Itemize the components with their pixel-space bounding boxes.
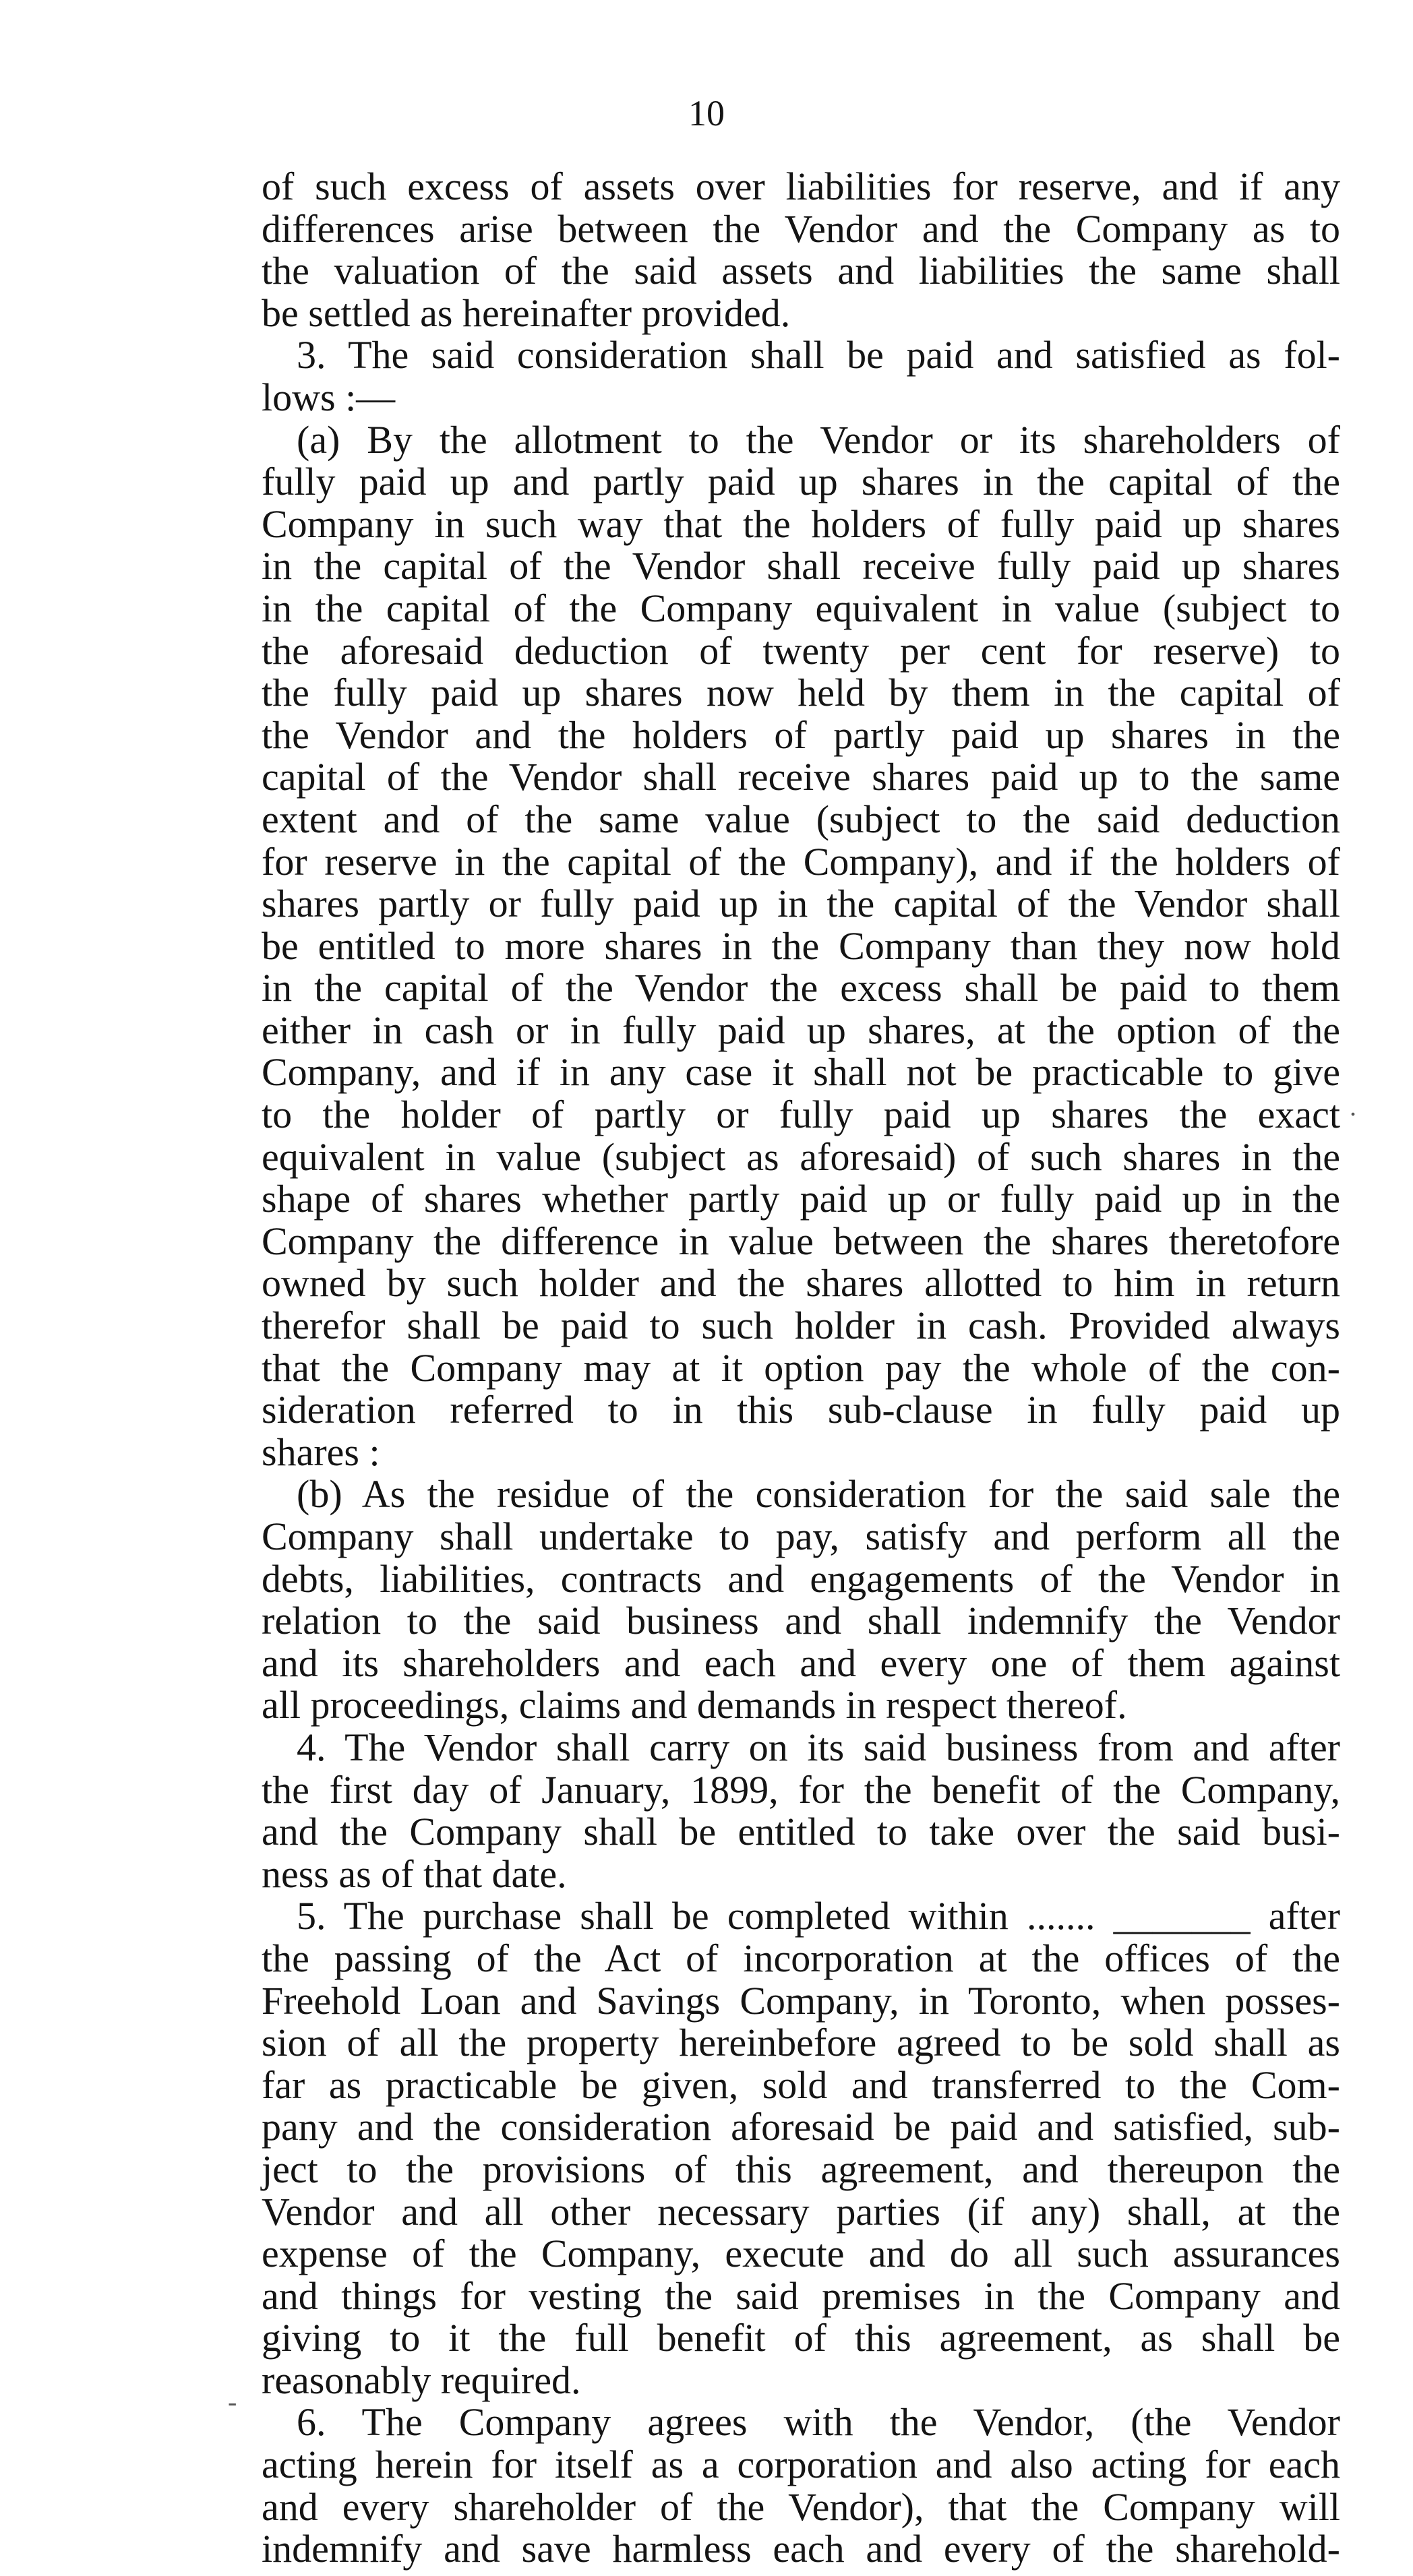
text-line: shares partly or fully paid up in the capital of the Vendor shall bbox=[262, 882, 1340, 926]
text-line: 6. The Company agrees with the Vendor, (the Vendor bbox=[297, 2400, 1340, 2445]
document-body bbox=[262, 166, 1340, 2571]
text-line: that the Company may at it option pay the whole of the con- bbox=[262, 1345, 1340, 1390]
text-line: Company the difference in value between the shares theretofore bbox=[262, 1219, 1340, 1263]
text-line: ness as of that date. bbox=[262, 1851, 567, 1896]
text-line: giving to it the full benefit of this agreement, as shall be bbox=[262, 2316, 1340, 2360]
page-number: 10 bbox=[688, 93, 725, 133]
text-line: lows :— bbox=[262, 375, 396, 419]
text-line: (a) By the allotment to the Vendor or its shareholders of bbox=[297, 417, 1340, 462]
text-line: sion of all the property hereinbefore agreed to be sold shall as bbox=[262, 2021, 1340, 2065]
text-line: extent and of the same value (subject to the said deduction bbox=[262, 797, 1340, 841]
text-line: relation to the said business and shall indemnify the Vendor bbox=[262, 1599, 1340, 1643]
text-line: owned by such holder and the shares allotted to him in return bbox=[262, 1261, 1340, 1306]
text-line: sideration referred to in this sub-clause in fully paid up bbox=[262, 1388, 1340, 1432]
text-line: Company, and if in any case it shall not be practicable to give bbox=[262, 1050, 1340, 1095]
text-line: the fully paid up shares now held by them in the capital of bbox=[262, 671, 1340, 715]
text-line: and things for vesting the said premises in the Company and bbox=[262, 2273, 1340, 2318]
text-line: therefor shall be paid to such holder in cash. Provided always bbox=[262, 1304, 1340, 1348]
text-line: to the holder of partly or fully paid up shares the exact bbox=[262, 1093, 1340, 1137]
text-line: reasonably required. bbox=[262, 2358, 581, 2402]
text-line: 5. The purchase shall be completed within ....... _______ after bbox=[297, 1894, 1340, 1938]
text-line: of such excess of assets over liabilities for reserve, and if any bbox=[262, 164, 1340, 208]
text-line: acting herein for itself as a corporation and also acting for each bbox=[262, 2443, 1340, 2487]
text-line: and every shareholder of the Vendor), that the Company will bbox=[262, 2484, 1340, 2529]
text-line: ject to the provisions of this agreement, and thereupon the bbox=[262, 2147, 1340, 2191]
text-line: in the capital of the Vendor the excess shall be paid to them bbox=[262, 966, 1340, 1010]
text-line: debts, liabilities, contracts and engagements of the Vendor in bbox=[262, 1556, 1340, 1601]
margin-mark: . bbox=[1350, 1091, 1356, 1122]
text-line: indemnify and save harmless each and every of the sharehold- bbox=[262, 2527, 1340, 2571]
text-line: equivalent in value (subject as aforesaid) of such shares in the bbox=[262, 1134, 1340, 1179]
text-line: Vendor and all other necessary parties (if any) shall, at the bbox=[262, 2189, 1340, 2234]
text-line: the aforesaid deduction of twenty per cent for reserve) to bbox=[262, 628, 1340, 673]
text-line: either in cash or in fully paid up shares, at the option of the bbox=[262, 1008, 1340, 1052]
margin-mark: - bbox=[228, 2387, 237, 2417]
text-line: and its shareholders and each and every one of them against bbox=[262, 1640, 1340, 1685]
text-line: the passing of the Act of incorporation at the offices of the bbox=[262, 1936, 1340, 1980]
text-line: capital of the Vendor shall receive shares paid up to the same bbox=[262, 755, 1340, 799]
text-line: all proceedings, claims and demands in respect thereof. bbox=[262, 1683, 1127, 1727]
text-line: Company in such way that the holders of fully paid up shares bbox=[262, 501, 1340, 546]
text-line: in the capital of the Vendor shall receive fully paid up shares bbox=[262, 544, 1340, 588]
text-line: (b) As the residue of the consideration for the said sale the bbox=[297, 1472, 1340, 1516]
text-line: the valuation of the said assets and liabilities the same shall bbox=[262, 249, 1340, 293]
text-line: fully paid up and partly paid up shares in the capital of the bbox=[262, 460, 1340, 504]
text-line: in the capital of the Company equivalent in value (subject to bbox=[262, 586, 1340, 630]
text-line: 3. The said consideration shall be paid and satisfied as fol- bbox=[297, 333, 1340, 377]
text-line: the first day of January, 1899, for the benefit of the Company, bbox=[262, 1767, 1340, 1812]
text-line: be settled as hereinafter provided. bbox=[262, 290, 791, 335]
text-line: 4. The Vendor shall carry on its said business from and after bbox=[297, 1725, 1340, 1769]
text-line: the Vendor and the holders of partly paid up shares in the bbox=[262, 712, 1340, 757]
text-line: far as practicable be given, sold and transferred to the Com- bbox=[262, 2062, 1340, 2107]
text-line: pany and the consideration aforesaid be paid and satisfied, sub- bbox=[262, 2105, 1340, 2149]
text-line: shape of shares whether partly paid up or fully paid up in the bbox=[262, 1177, 1340, 1221]
text-line: expense of the Company, execute and do all such assurances bbox=[262, 2232, 1340, 2276]
text-line: differences arise between the Vendor and the Company as to bbox=[262, 206, 1340, 251]
text-line: for reserve in the capital of the Company), and if the holders of bbox=[262, 839, 1340, 884]
text-line: be entitled to more shares in the Company than they now hold bbox=[262, 923, 1340, 968]
text-line: Company shall undertake to pay, satisfy and perform all the bbox=[262, 1514, 1340, 1558]
text-line: shares : bbox=[262, 1430, 380, 1474]
text-line: Freehold Loan and Savings Company, in Toronto, when posses- bbox=[262, 1978, 1340, 2023]
text-line: and the Company shall be entitled to take over the said busi- bbox=[262, 1810, 1340, 1854]
